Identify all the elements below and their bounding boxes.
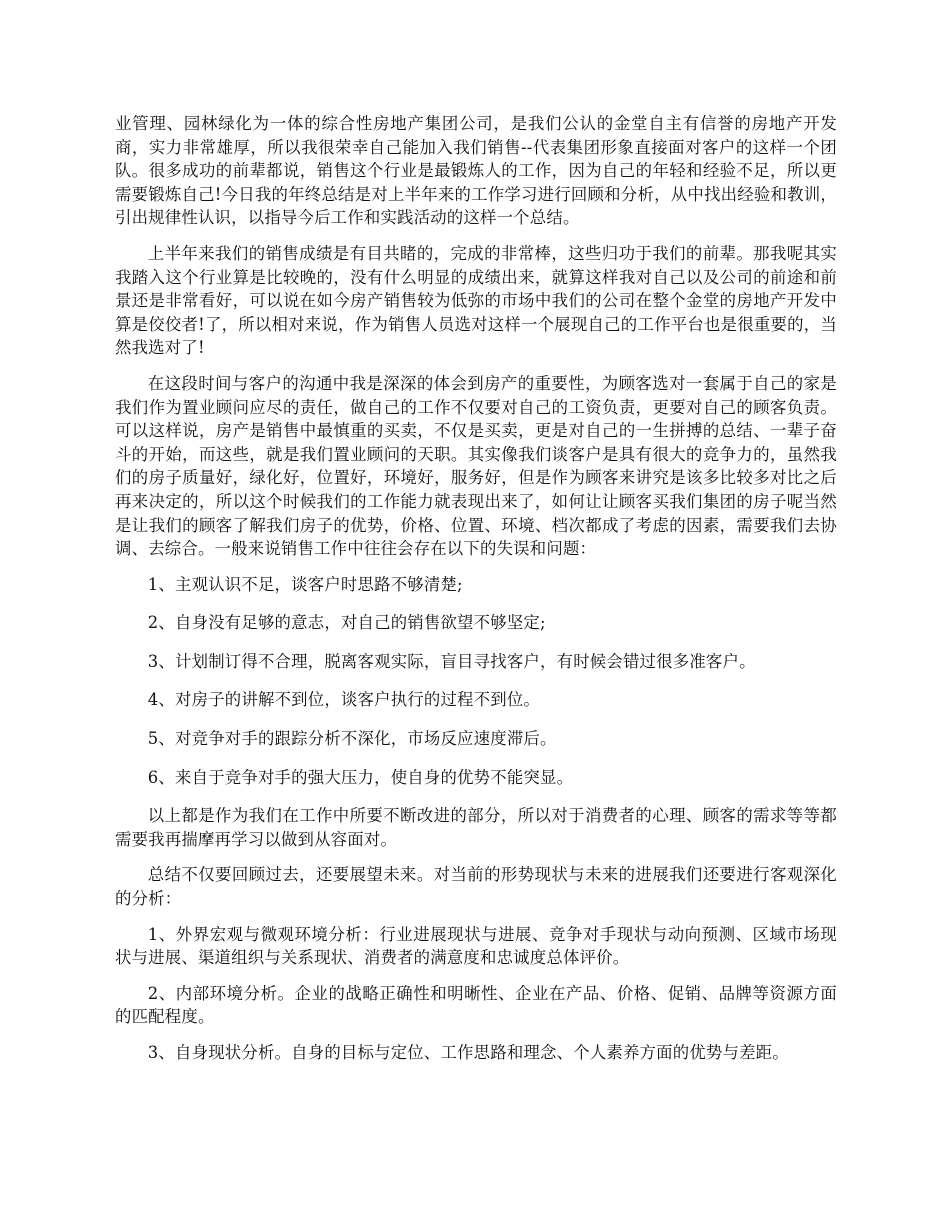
paragraph-5: 总结不仅要回顾过去，还要展望未来。对当前的形势现状与未来的进展我们还要进行客观深化的分析：: [115, 865, 837, 909]
analysis-item-1: 1、外界宏观与微观环境分析：行业进展现状与进展、竞争对手现状与动向预测、区域市场现状与进展、渠道组织与关系现状、消费者的满意度和忠诚度总体评价。: [115, 924, 837, 968]
list-item-1: 1、主观认识不足，谈客户时思路不够清楚;: [147, 574, 463, 594]
analysis-item-3: 3、自身现状分析。自身的目标与定位、工作思路和理念、个人素养方面的优势与差距。: [147, 1043, 789, 1062]
list-item-4: 4、对房子的讲解不到位，谈客户执行的过程不到位。: [147, 690, 541, 710]
analysis-item-2: 2、内部环境分析。企业的战略正确性和明晰性、企业在产品、价格、促销、品牌等资源方面的匹配程度。: [115, 983, 837, 1027]
list-item-2: 2、自身没有足够的意志，对自己的销售欲望不够坚定;: [147, 613, 546, 633]
list-item-3: 3、计划制订得不合理，脱离客观实际，盲目寻找客户，有时候会错过很多准客户。: [147, 651, 756, 671]
paragraph-1: 业管理、园林绿化为一体的综合性房地产集团公司，是我们公认的金堂自主有信誉的房地产开发商，实力非常雄厚，所以我很荣幸自己能加入我们销售--代表集团形象直接面对客户的这样一个团队。很多成功的前辈都说，销售这个行业是最锻炼人的工作，因为自己的年轻和经验不足，所以更需要锻炼自己!今日我的年终总结是对上半年来的工作学习进行回顾和分析，从中找出经验和教训，引出规律性认识，以指导今后工作和实践活动的这样一个总结。: [115, 114, 837, 228]
list-item-5: 5、对竞争对手的跟踪分析不深化，市场反应速度滞后。: [147, 729, 557, 749]
paragraph-2: 上半年来我们的销售成绩是有目共睹的，完成的非常棒，这些归功于我们的前辈。那我呢其实我踏入这个行业算是比较晚的，没有什么明显的成绩出来，就算这样我对自己以及公司的前途和前景还是非常看好，可以说在如今房产销售较为低弥的市场中我们的公司在整个金堂的房地产开发中算是佼佼者!了，所以相对来说，作为销售人员选对这样一个展现自己的工作平台也是很重要的，当然我选对了!: [115, 243, 837, 358]
document-body: [115, 112, 837, 1077]
list-item-6: 6、来自于竞争对手的强大压力，使自身的优势不能突显。: [147, 767, 574, 787]
paragraph-3: 在这段时间与客户的沟通中我是深深的体会到房产的重要性，为顾客选对一套属于自己的家是我们作为置业顾问应尽的责任，做自己的工作不仅要对自己的工资负责，更要对自己的顾客负责。可以这样说，房产是销售中最慎重的买卖，不仅是买卖，更是对自己的一生拼搏的总结、一辈子奋斗的开始，而这些，就是我们置业顾问的天职。其实像我们谈客户是具有很大的竞争力的，虽然我们的房子质量好，绿化好，位置好，环境好，服务好，但是作为顾客来讲究是该多比较多对比之后再来决定的，所以这个时候我们的工作能力就表现出来了，如何让让顾客买我们集团的房子呢当然是让我们的顾客了解我们房子的优势，价格、位置、环境、档次都成了考虑的因素，需要我们去协调、去综合。一般来说销售工作中往往会存在以下的失误和问题：: [115, 373, 837, 559]
paragraph-4: 以上都是作为我们在工作中所要不断改进的部分，所以对于消费者的心理、顾客的需求等等都需要我再揣摩再学习以做到从容面对。: [115, 806, 837, 849]
